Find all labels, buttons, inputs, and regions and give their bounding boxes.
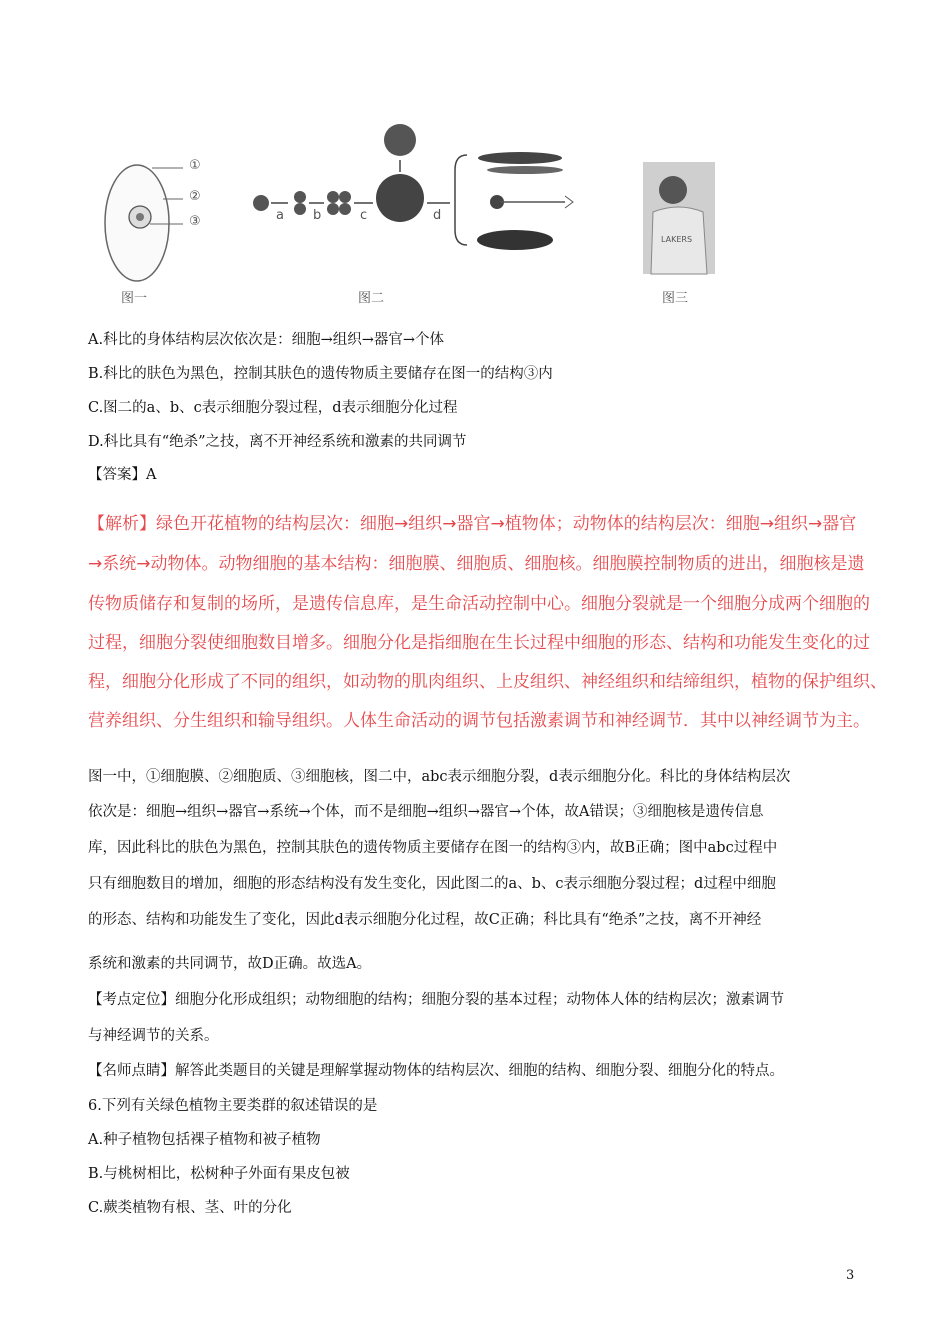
- analysis-line: 传物质储存和复制的场所，是遗传信息库，是生命活动控制中心。细胞分裂就是一个细胞分成两个细胞的: [88, 594, 870, 614]
- fig2-label-d: d: [433, 208, 442, 223]
- question6-option-b: B.与桃树相比，松树种子外面有果皮包被: [88, 1166, 350, 1182]
- figure-area: [95, 120, 725, 315]
- question6-option-a: A.种子植物包括裸子植物和被子植物: [88, 1132, 321, 1148]
- fig1-label-3: ③: [189, 214, 201, 229]
- fig2-division: [253, 124, 573, 250]
- explain-line: 库，因此科比的肤色为黑色，控制其肤色的遗传物质主要储存在图一的结构③内，故B正确；图中abc过程中: [88, 840, 778, 856]
- fig2-label-b: b: [313, 208, 322, 223]
- fig2-label-a: a: [276, 208, 284, 223]
- kaodian-line: 【考点定位】细胞分化形成组织；动物细胞的结构；细胞分裂的基本过程；动物体人体的结构层次；激素调节: [88, 992, 784, 1008]
- question6-option-c: C.蕨类植物有根、茎、叶的分化: [88, 1200, 292, 1216]
- option-d: D.科比具有“绝杀”之技，离不开神经系统和激素的共同调节: [88, 434, 467, 450]
- fig3-photo: [643, 162, 715, 274]
- fig2-label-c: c: [360, 208, 368, 223]
- answer: 【答案】A: [88, 467, 157, 483]
- explain-line: 的形态、结构和功能发生了变化，因此d表示细胞分化过程，故C正确；科比具有“绝杀”之技，离不开神经: [88, 912, 762, 928]
- fig3-caption: 图三: [662, 291, 689, 306]
- option-b: B.科比的肤色为黑色，控制其肤色的遗传物质主要储存在图一的结构③内: [88, 366, 553, 382]
- fig1-cell: [105, 165, 183, 281]
- option-a: A.科比的身体结构层次依次是：细胞→组织→器官→个体: [88, 332, 445, 348]
- explain-line: 依次是：细胞→组织→器官→系统→个体，而不是细胞→组织→器官→个体，故A错误；③细胞核是遗传信息: [88, 804, 764, 820]
- analysis-line: 过程，细胞分裂使细胞数目增多。细胞分化是指细胞在生长过程中细胞的形态、结构和功能发生变化的过: [88, 633, 870, 653]
- fig3-shirt-text: LAKERS: [661, 235, 693, 244]
- explain-line: 图一中，①细胞膜、②细胞质、③细胞核，图二中，abc表示细胞分裂，d表示细胞分化。科比的身体结构层次: [88, 769, 791, 785]
- explain-line: 只有细胞数目的增加，细胞的形态结构没有发生变化，因此图二的a、b、c表示细胞分裂过程；d过程中细胞: [88, 876, 776, 892]
- analysis-line: 营养组织、分生组织和输导组织。人体生命活动的调节包括激素调节和神经调节．其中以神经调节为主。: [88, 711, 870, 731]
- analysis-line: →系统→动物体。动物细胞的基本结构：细胞膜、细胞质、细胞核。细胞膜控制物质的进出，细胞核是遗: [88, 554, 865, 574]
- page-number: 3: [846, 1268, 855, 1283]
- fig1-label-1: ①: [189, 158, 201, 173]
- option-c: C.图二的a、b、c表示细胞分裂过程，d表示细胞分化过程: [88, 400, 458, 416]
- fig2-caption: 图二: [358, 291, 385, 306]
- question6-stem: 6.下列有关绿色植物主要类群的叙述错误的是: [88, 1098, 378, 1114]
- analysis-line: 【解析】绿色开花植物的结构层次：细胞→组织→器官→植物体；动物体的结构层次：细胞→组织→器官: [88, 514, 857, 534]
- fig1-caption: 图一: [121, 291, 148, 306]
- analysis-line: 程，细胞分化形成了不同的组织，如动物的肌肉组织、上皮组织、神经组织和结缔组织，植物的保护组织、: [88, 672, 887, 692]
- mingshi-line: 【名师点睛】解答此类题目的关键是理解掌握动物体的结构层次、细胞的结构、细胞分裂、细胞分化的特点。: [88, 1063, 784, 1079]
- kaodian-line: 与神经调节的关系。: [88, 1028, 219, 1044]
- fig1-label-2: ②: [189, 189, 201, 204]
- explain-line: 系统和激素的共同调节，故D正确。故选A。: [88, 956, 372, 972]
